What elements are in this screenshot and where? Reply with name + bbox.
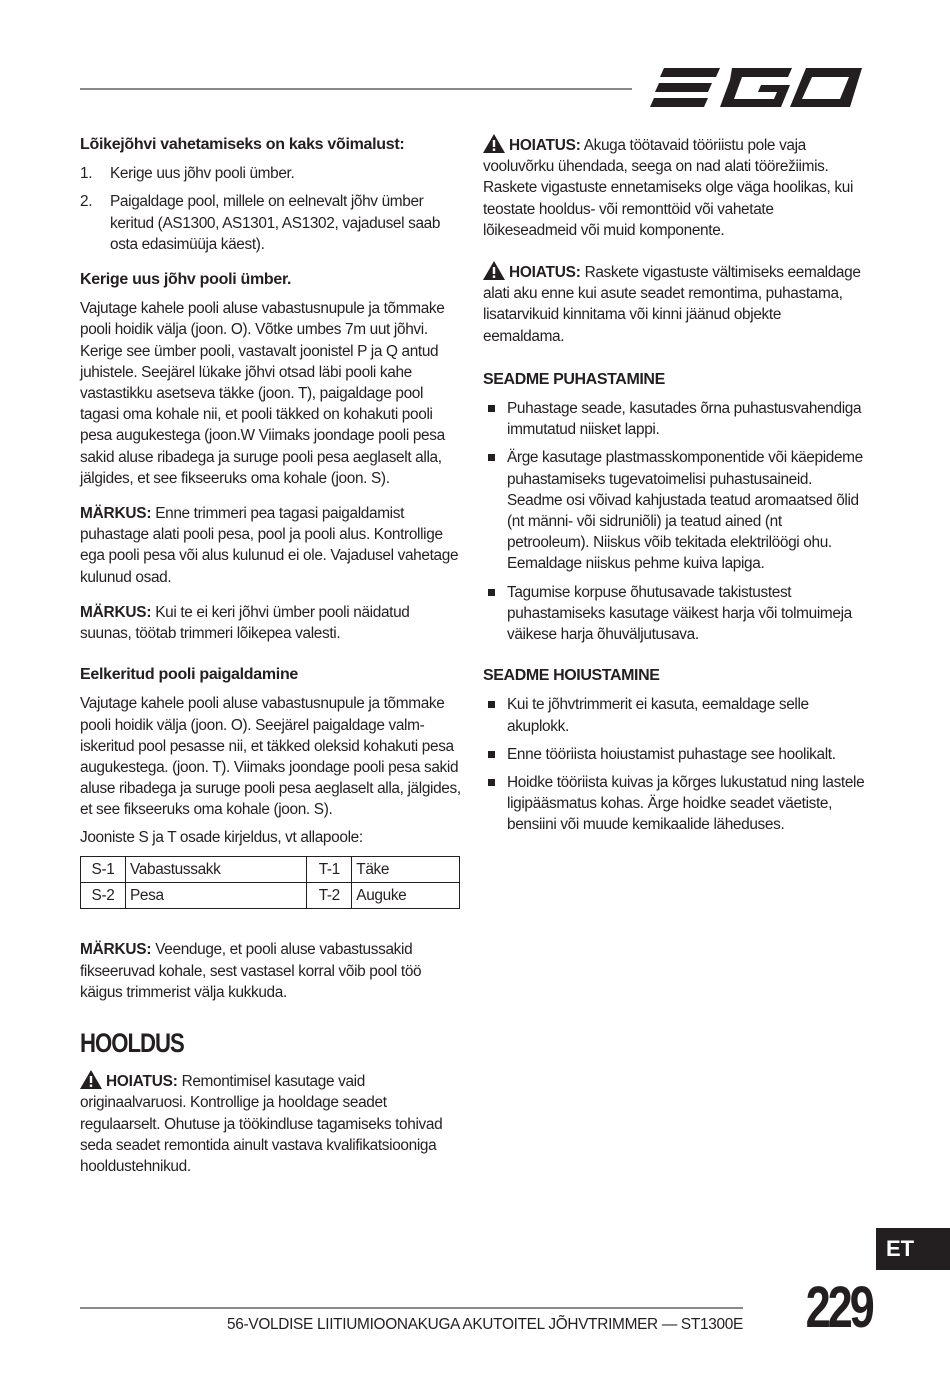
bullet-icon <box>488 589 495 596</box>
cleaning-list <box>483 398 865 645</box>
bullet-icon <box>488 751 495 758</box>
options-list <box>80 163 462 255</box>
table-cell: Pesa <box>126 883 307 909</box>
table-cell: S-1 <box>81 856 126 882</box>
prewound-heading: Eelkeritud pooli paigaldamine <box>80 666 299 684</box>
list-number: 1. <box>80 165 93 183</box>
list-text: Paigaldage pool, millele on eelnevalt jõhv ümber keritud (AS1300, AS1301, AS1302, vajadusel saab osta edasimüüja käest). <box>110 193 441 253</box>
footer-rule <box>80 1307 743 1309</box>
footer-title: 56-VOLDISE LIITIUMIOONAKUGA AKUTOITEL JÕHVTRIMMER — ST1300E <box>227 1316 743 1333</box>
prewound-paragraph: Vajutage kahele pooli aluse vabastusnupule ja tõmmake pooli hoidik välja (joon. O). Seejärel paigaldage valm-iskeritud pool pesasse nii, et täkked oleksid kohakuti pesa augukestega. (joon. T). Viimaks joondage pooli pesa sakid aluse ribadega ja suruge pooli pesa aeglaselt alla, jälgides, et see fikseeruks oma kohale (joon. S). <box>80 695 461 819</box>
warning-text: Raskete vigastuste vältimiseks eemaldage alati aku enne kui asute seadet remontima, puhastama, lisatarvikuid kinnitama või kinni jäänud objekte eemaldama. <box>483 264 861 345</box>
note-text: Enne trimmeri pea tagasi paigaldamist puhastage alati pooli pesa, pool ja pooli alus. Kontrollige ega pooli pesa või alus kulunud ei ole. Vajadusel vahetage kulunud osad. <box>80 505 459 586</box>
table-cell: T-1 <box>307 856 352 882</box>
list-text: Kui te jõhvtrimmerit ei kasuta, eemaldage selle akuplokk. <box>507 696 809 735</box>
list-text: Enne tööriista hoiustamist puhastage see hoolikalt. <box>507 745 836 763</box>
storage-heading: SEADME HOIUSTAMINE <box>483 667 660 685</box>
table-cell: T-2 <box>307 883 352 909</box>
note-text: Veenduge, et pooli aluse vabastussakid fikseeruvad kohale, sest vastasel korral võib pool töö käigus trimmerist välja kukkuda. <box>80 941 422 1001</box>
table-cell: Täke <box>352 856 460 882</box>
header-rule <box>80 88 632 90</box>
bullet-icon <box>488 779 495 786</box>
note-label: MÄRKUS: <box>80 603 152 621</box>
language-tab: ET <box>876 1228 950 1270</box>
warning-text: Remontimisel kasutage vaid originaalvaruosi. Kontrollige ja hooldage seadet regulaarselt. Ohutuse ja töökindluse tagamiseks tohivad seda seadet remontida ainult vastava kvalifikatsiooniga hooldustehnikud. <box>80 1073 443 1175</box>
storage-list <box>483 694 865 835</box>
list-item <box>80 191 462 255</box>
rewind-heading: Kerige uus jõhv pooli ümber. <box>80 271 292 289</box>
note-2 <box>80 602 462 644</box>
legend-intro: Jooniste S ja T osade kirjeldus, vt allapoole: <box>80 828 363 846</box>
section-title: HOOLDUS <box>80 1027 184 1058</box>
warning-icon <box>483 134 505 153</box>
list-item <box>483 744 865 765</box>
warning-icon <box>483 261 505 280</box>
list-item <box>483 398 865 440</box>
table-cell: Auguke <box>352 883 460 909</box>
note-label: MÄRKUS: <box>80 941 152 959</box>
note-label: MÄRKUS: <box>80 505 152 523</box>
warning-label: HOIATUS: <box>509 264 581 282</box>
page-number: 229 <box>805 1275 872 1340</box>
list-text: Puhastage seade, kasutades õrna puhastusvahendiga immutatud niisket lappi. <box>507 400 862 439</box>
table-cell: Vabastussakk <box>126 856 307 882</box>
note-1 <box>80 503 462 588</box>
bullet-icon <box>488 405 495 412</box>
note-text: Kui te ei keri jõhvi ümber pooli näidatud suunas, töötab trimmeri lõikepea valesti. <box>80 603 410 643</box>
warning-2 <box>483 134 865 241</box>
warning-3 <box>483 261 865 347</box>
warning-label: HOIATUS: <box>509 137 581 154</box>
left-column <box>80 134 462 1191</box>
bullet-icon <box>488 454 495 461</box>
warning-text: Akuga töötavaid tööriistu pole vaja vooluvõrku ühendada, seega on nad alati töörežiimis. Raskete vigastuste ennetamiseks olge väga hoolikas, kui teostate hooldus- või remonttöid või vahetate lõikeseadmeid või muid komponente. <box>483 137 854 239</box>
ego-logo <box>650 64 862 112</box>
list-item <box>483 447 865 574</box>
list-item <box>483 694 865 736</box>
list-item <box>483 582 865 646</box>
cleaning-heading: SEADME PUHASTAMINE <box>483 370 665 388</box>
warning-label: HOIATUS: <box>106 1073 178 1091</box>
warning-icon <box>80 1070 102 1089</box>
list-item <box>483 772 865 836</box>
warning-1 <box>80 1070 462 1177</box>
note-3 <box>80 939 462 1003</box>
list-text: Kerige uus jõhv pooli ümber. <box>110 165 295 183</box>
bullet-icon <box>488 701 495 708</box>
table-row <box>81 883 460 909</box>
rewind-paragraph: Vajutage kahele pooli aluse vabastusnupule ja tõmmake pooli hoidik välja (joon. O). Võtke umbes 7m uut jõhvi. Kerige see ümber pooli, vastavalt joonistel P ja Q antud juhistele. Seejärel lükake jõhvi otsad läbi pooli kahe vastastikku asetseva täkke (joon. T), paigaldage pool tagasi oma kohale nii, et pooli täkked on kohakuti pooli pesa augukestega (joon.W Viimaks joondage pooli pesa sakid aluse ribadega ja suruge pooli pesa aeglaselt alla, jälgides, et see fikseeruks oma kohale (joon. S). <box>80 300 445 487</box>
list-item <box>80 163 462 184</box>
list-number: 2. <box>80 193 93 211</box>
list-text: Tagumise korpuse õhutusavade takistustest puhastamiseks kasutage väikest harja või tolmuimeja väikese harja õhuväljutusava. <box>507 583 852 644</box>
list-text: Ärge kasutage plastmasskomponentide või käepideme puhastamiseks tugevatoimelisi puhastusaineid. Seadme osi võivad kahjustada teatud aromaatsed õlid (nt männi- või sidruniõli) ja teatud ained (nt petrooleum). Niiskus võib tekitada elektrilöögi ohu. Eemaldage niiskus pehme kuiva lapiga. <box>507 449 863 573</box>
table-row <box>81 856 460 882</box>
options-heading: Lõikejõhvi vahetamiseks on kaks võimalust: <box>80 136 405 153</box>
parts-table <box>80 856 460 909</box>
table-cell: S-2 <box>81 883 126 909</box>
right-column <box>483 134 865 850</box>
list-text: Hoidke tööriista kuivas ja kõrges lukustatud ning lastele ligipääsmatus kohas. Ärge hoidke seadet väetiste, bensiini või muude kemikaalide läheduses. <box>507 774 865 834</box>
